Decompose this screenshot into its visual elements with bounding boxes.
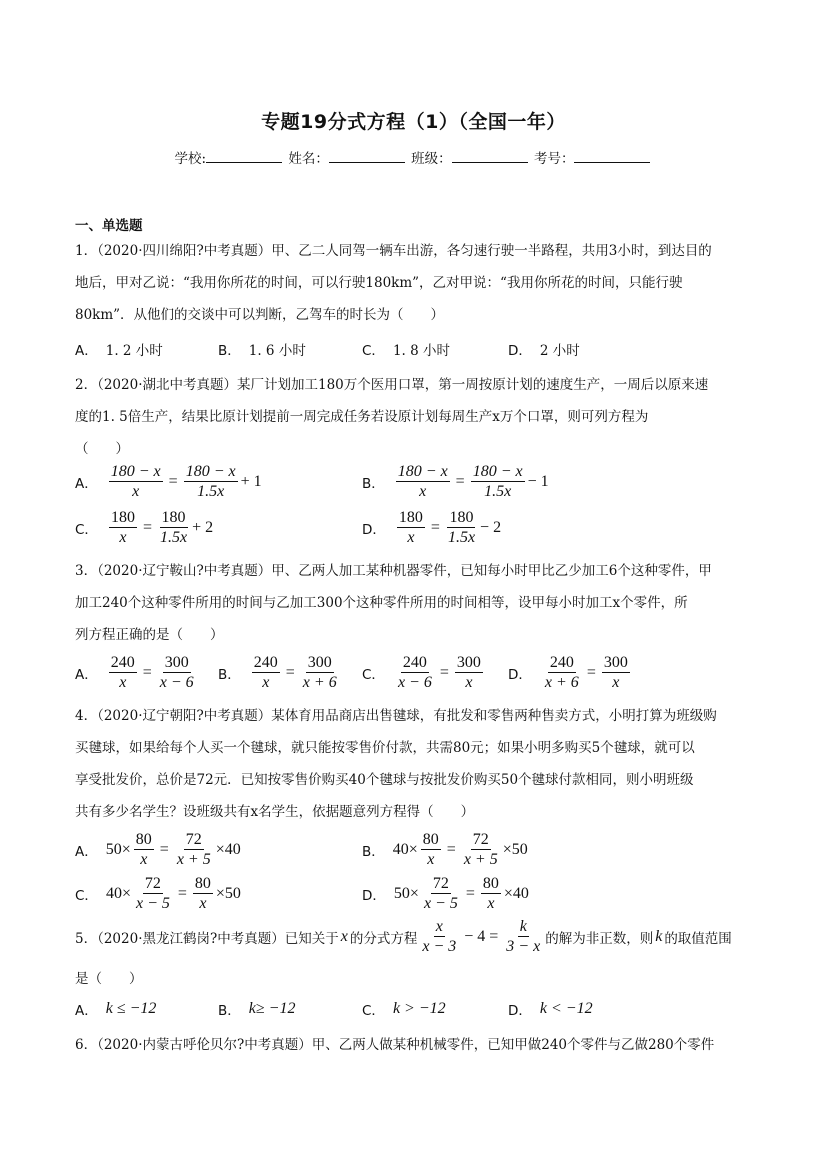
denominator: x − 3 [422,938,457,955]
denominator: x [140,851,148,868]
equation [417,917,545,956]
q5-text-mid: 的分式方程 [349,930,418,947]
denominator: x [419,483,427,500]
fraction [504,917,542,956]
q5-text-pre: 5．（2020·黑龙江鹤岗?中考真题）已知关于 [75,930,339,947]
section-title: 一、单选题 [75,218,143,234]
numerator: 180 − x [397,463,448,480]
prefix: 40× [392,840,418,858]
q5-option-b [218,999,295,1019]
variable-k: k [655,927,663,945]
option-label: C． [75,521,98,538]
q4-option-d [362,874,529,913]
equals-sign: = [430,518,440,536]
exam-number-label: 考号： [533,151,575,167]
option-label: D． [508,343,532,359]
name-label: 姓名： [288,151,329,167]
option-text: 1. 2 小时 [105,343,163,359]
q3-option-b [218,653,342,692]
fraction [109,653,137,692]
q1-line-3: 80km”．从他们的交谈中可以判断，乙驾车的时长为（ ） [75,307,445,323]
minus-equals: − 4 = [464,927,499,945]
numerator: 180 − x [185,463,236,480]
option-label: C． [362,666,385,683]
suffix: ×40 [215,840,241,858]
denominator: x [119,529,127,546]
tail-term: + 1 [240,472,262,490]
q4-line-2: 买毽球，如果给每个人买一个毽球，就只能按零售价付款，共需80元；如果小明多购买5个毽球，就可以 [75,740,695,756]
q5-option-a [75,999,156,1019]
equals-sign: = [142,663,152,681]
q5-text-post2: 的取值范围 [664,930,732,947]
q1-option-b [218,339,306,359]
page-title: 专题19分式方程（1）（全国一年） [261,111,566,133]
student-info-line [0,147,827,167]
q5-option-c [362,999,446,1019]
denominator: x + 6 [544,674,579,691]
fraction [462,830,500,869]
numerator: k [519,918,527,935]
q4-line-4: 共有多少名学生？设班级共有x名学生，依据题意列方程得（ ） [75,804,475,820]
option-text: 1. 6 小时 [248,343,306,359]
numerator: 80 [135,831,152,848]
numerator: 240 [549,654,574,671]
class-label: 班级： [411,151,452,167]
denominator: x [119,674,127,691]
option-label: D． [508,666,532,683]
fraction [158,508,189,547]
denominator: x [465,674,473,691]
fraction [471,462,525,501]
option-label: B． [362,843,385,860]
denominator: x + 5 [176,851,211,868]
q4-option-c [75,874,241,913]
denominator: x [407,529,415,546]
denominator: 1.5x [159,529,188,546]
q1-option-c [362,339,450,359]
denominator: x − 5 [423,895,458,912]
tail-term: + 2 [192,518,214,536]
variable-x: x [340,927,348,945]
q2-line-3: （ ） [75,441,129,457]
tail-term: − 2 [480,518,502,536]
numerator: 180 − x [472,463,523,480]
numerator: 300 [456,654,481,671]
fraction [543,653,581,692]
equals-sign: = [586,663,596,681]
equation [394,508,501,547]
option-label: B． [218,343,241,359]
numerator: 240 [402,654,427,671]
equals-sign: = [439,663,449,681]
denominator: x [199,895,207,912]
prefix: 40× [105,884,131,902]
equation [393,830,528,869]
q1-option-a [75,339,163,359]
prefix: 50× [393,884,419,902]
fraction [420,917,458,956]
option-label: A． [75,475,98,492]
fraction [109,508,137,547]
fraction [134,830,154,869]
equals-sign: = [465,884,475,902]
q1-option-d [508,339,580,359]
fraction [421,830,441,869]
numerator: 240 [253,654,278,671]
option-label: A． [75,843,98,860]
equals-sign: = [455,472,465,490]
equals-sign: = [446,840,456,858]
prefix: 50× [105,840,131,858]
fraction [175,830,213,869]
q2-option-b [362,462,549,501]
denominator: x [427,851,435,868]
option-text: 1. 8 小时 [392,343,450,359]
equals-sign: = [177,884,187,902]
numerator: 72 [144,875,161,892]
option-label: A． [75,343,98,359]
option-label: D． [362,887,386,904]
option-label: C． [362,1003,385,1019]
fraction [397,508,425,547]
equals-sign: = [142,518,152,536]
equation [106,874,241,913]
q5-option-d [508,999,593,1019]
equation [106,653,199,692]
q1-line-2: 地后，甲对乙说：“我用你所花的时间，可以行驶180km”，乙对甲说：“我用你所花的时间，只能行驶 [75,275,683,291]
name-blank [329,149,405,163]
q4-option-a [75,830,241,869]
numerator: 80 [482,875,499,892]
denominator: x + 5 [463,851,498,868]
equals-sign: = [285,663,295,681]
denominator: 1.5x [197,483,225,500]
q2-line-1: 2．（2020·湖北中考真题）某厂计划加工180万个医用口罩，第一周按原计划的速度生产，一周后以原来速 [75,377,709,393]
option-label: A． [75,666,98,683]
numerator: 72 [185,831,202,848]
numerator: 180 [398,509,423,526]
numerator: 80 [422,831,439,848]
denominator: 1.5x [484,483,512,500]
fraction [446,508,477,547]
option-label: D． [362,521,386,538]
equation [540,653,633,692]
q5-line-2: 是（ ） [75,971,143,987]
equation [393,653,486,692]
numerator: 72 [472,831,489,848]
q3-option-a [75,653,199,692]
denominator: x + 6 [302,674,337,691]
option-math: k > −12 [392,1000,446,1017]
equation [106,462,262,501]
fraction [158,653,196,692]
fraction [301,653,339,692]
option-math: k≥ −12 [248,1000,296,1017]
q3-option-d [508,653,633,692]
denominator: x [132,483,140,500]
fraction [396,462,450,501]
class-blank [452,149,528,163]
fraction [422,874,460,913]
option-math: k < −12 [539,1000,593,1017]
denominator: x − 6 [397,674,432,691]
equation [393,462,549,501]
denominator: 3 − x [506,938,541,955]
q6-line-1: 6．（2020·内蒙古呼伦贝尔?中考真题）甲、乙两人做某种机械零件，已知甲做240个零件与乙做280个零件 [75,1037,715,1053]
q4-line-1: 4．（2020·辽宁朝阳?中考真题）某体育用品商店出售毽球，有批发和零售两种售卖方式，小明打算为班级购 [75,708,717,724]
numerator: 80 [194,875,211,892]
denominator: x − 6 [159,674,194,691]
numerator: x [435,918,443,935]
option-text: 2 小时 [539,343,580,359]
fraction [252,653,280,692]
school-label: 学校: [174,151,207,167]
fraction [134,874,172,913]
option-label: A． [75,1003,98,1019]
numerator: 300 [164,654,189,671]
school-blank [206,149,282,163]
fraction [455,653,483,692]
q2-line-2: 度的1. 5倍生产，结果比原计划提前一周完成任务若设原计划每周生产x万个口罩，则可列方程为 [75,409,649,425]
fraction [481,874,501,913]
numerator: 240 [110,654,135,671]
numerator: 180 [110,509,135,526]
equation [106,508,213,547]
q5-line-1 [75,917,732,956]
fraction [396,653,434,692]
denominator: x [612,674,620,691]
numerator: 180 − x [110,463,161,480]
q1-line-1: 1．（2020·四川绵阳?中考真题）甲、乙二人同驾一辆车出游，各匀速行驶一半路程，共用3小时，到达目的 [75,243,712,259]
denominator: x − 5 [135,895,170,912]
suffix: ×40 [503,884,529,902]
q4-option-b [362,830,528,869]
option-math: k ≤ −12 [105,1000,157,1017]
q4-line-3: 享受批发价，总价是72元．已知按零售价购买40个毽球与按批发价购买50个毽球付款相同，则小明班级 [75,772,694,788]
numerator: 300 [307,654,332,671]
suffix: ×50 [502,840,528,858]
fraction [193,874,213,913]
equals-sign: = [168,472,178,490]
fraction [184,462,238,501]
equation [249,653,342,692]
option-label: B． [218,666,241,683]
numerator: 180 [161,509,186,526]
equals-sign: = [159,840,169,858]
denominator: x [487,895,495,912]
denominator: 1.5x [447,529,476,546]
fraction [602,653,630,692]
fraction [109,462,163,501]
q3-line-2: 加工240个这种零件所用的时间与乙加工300个这种零件所用的时间相等，设甲每小时加工x个零件，所 [75,595,688,611]
option-label: B． [218,1003,241,1019]
q2-option-c [75,508,213,547]
suffix: ×50 [215,884,241,902]
exam-number-blank [574,149,650,163]
option-label: D． [508,1003,532,1019]
equation [106,830,241,869]
q5-text-post1: 的解为非正数，则 [545,930,654,947]
q2-option-d [362,508,501,547]
option-label: C． [75,887,98,904]
denominator: x [262,674,270,691]
numerator: 72 [432,875,449,892]
numerator: 180 [449,509,474,526]
q3-line-1: 3．（2020·辽宁鞍山?中考真题）甲、乙两人加工某种机器零件，已知每小时甲比乙少加工6个这种零件，甲 [75,563,712,579]
tail-term: − 1 [527,472,549,490]
q2-option-a [75,462,262,501]
option-label: C． [362,343,385,359]
equation [394,874,529,913]
q3-line-3: 列方程正确的是（ ） [75,627,224,643]
q3-option-c [362,653,486,692]
option-label: B． [362,475,385,492]
numerator: 300 [603,654,628,671]
